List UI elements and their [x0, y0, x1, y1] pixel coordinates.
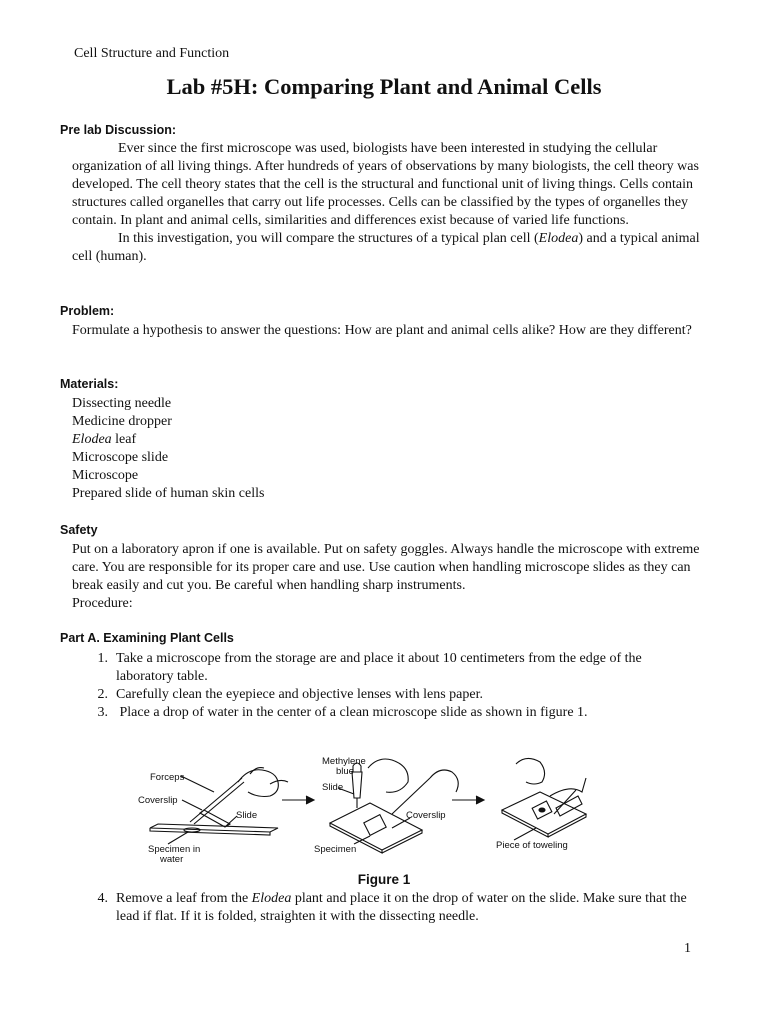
prelab-paragraph-2: In this investigation, you will compare the structures of a typical plan cell (Elodea) and a typical animal cell (human). — [72, 231, 700, 264]
safety-section — [72, 541, 704, 613]
figure-label: Specimen in — [148, 844, 201, 855]
step-item: 4. Remove a leaf from the Elodea plant and place it on the drop of water on the slide. Make sure that the lead if flat. If it is folded, straighten it with the dissecting needle. — [97, 891, 687, 924]
course-header: Cell Structure and Function — [74, 46, 230, 61]
prelab-heading: Pre lab Discussion: — [60, 123, 177, 137]
list-item: Microscope slide — [72, 450, 169, 465]
figure-label: Specimen — [314, 844, 357, 855]
list-item: Prepared slide of human skin cells — [72, 486, 265, 501]
figure-label: Coverslip — [138, 795, 178, 806]
panel-3-drawing — [502, 758, 586, 837]
step-item: 2. Carefully clean the eyepiece and objective lenses with lens paper. — [97, 687, 483, 702]
figure-caption: Figure 1 — [357, 872, 411, 887]
problem-heading: Problem: — [60, 304, 115, 318]
procedure-label: Procedure: — [72, 596, 133, 611]
forceps-leader — [181, 776, 214, 792]
list-item: Microscope — [72, 468, 139, 483]
figure-label: Forceps — [150, 772, 185, 783]
figure-1-illustration — [130, 748, 590, 872]
step-item: 1. Take a microscope from the storage are and place it about 10 centimeters from the edge of the laboratory table. — [97, 651, 642, 684]
figure-label: Slide — [322, 782, 344, 793]
list-item: Elodea leaf — [72, 432, 137, 447]
figure-label: Slide — [236, 810, 258, 821]
prelab-paragraph-1: Ever since the first microscope was used, biologists have been interested in studying the cellular organization of all living things. After hundreds of years of observations by many biologists, the cell theory was developed. The cell theory states that the cell is the structural and functional unit of living things. Cells contain structures called organelles that carry out life processes. Cells can be classified by the types of organelles they contain. In plant and animal cells, similarities and differences exist because of varied life functions. — [72, 141, 699, 228]
list-item: Medicine dropper — [72, 414, 172, 429]
safety-text: Put on a laboratory apron if one is available. Put on safety goggles. Always handle the microscope with extreme care. You are responsible for its proper care and use. Use caution when handling microscope slides as they can break easily and cut you. Be careful when handling sharp instruments. — [72, 542, 700, 593]
prelab-section — [72, 140, 704, 266]
figure-label: Methylene — [322, 756, 366, 767]
safety-heading: Safety — [60, 523, 98, 537]
part-a-steps-continued — [72, 890, 692, 926]
page-title: Lab #5H: Comparing Plant and Animal Cells — [166, 74, 602, 99]
step-item: 3. Place a drop of water in the center of a clean microscope slide as shown in figure 1. — [97, 705, 588, 720]
figure-label: blue — [336, 766, 354, 777]
page-number: 1 — [684, 941, 691, 956]
materials-list — [72, 395, 264, 503]
figure-label: Coverslip — [406, 810, 446, 821]
list-item: Dissecting needle — [72, 396, 172, 411]
figure-label: Piece of toweling — [496, 840, 568, 851]
problem-text: Formulate a hypothesis to answer the questions: How are plant and animal cells alike? How are they different? — [72, 323, 692, 338]
figure-label: water — [160, 854, 184, 865]
part-a-steps — [72, 650, 692, 722]
materials-heading: Materials: — [60, 377, 119, 391]
part-a-heading: Part A. Examining Plant Cells — [60, 631, 234, 645]
